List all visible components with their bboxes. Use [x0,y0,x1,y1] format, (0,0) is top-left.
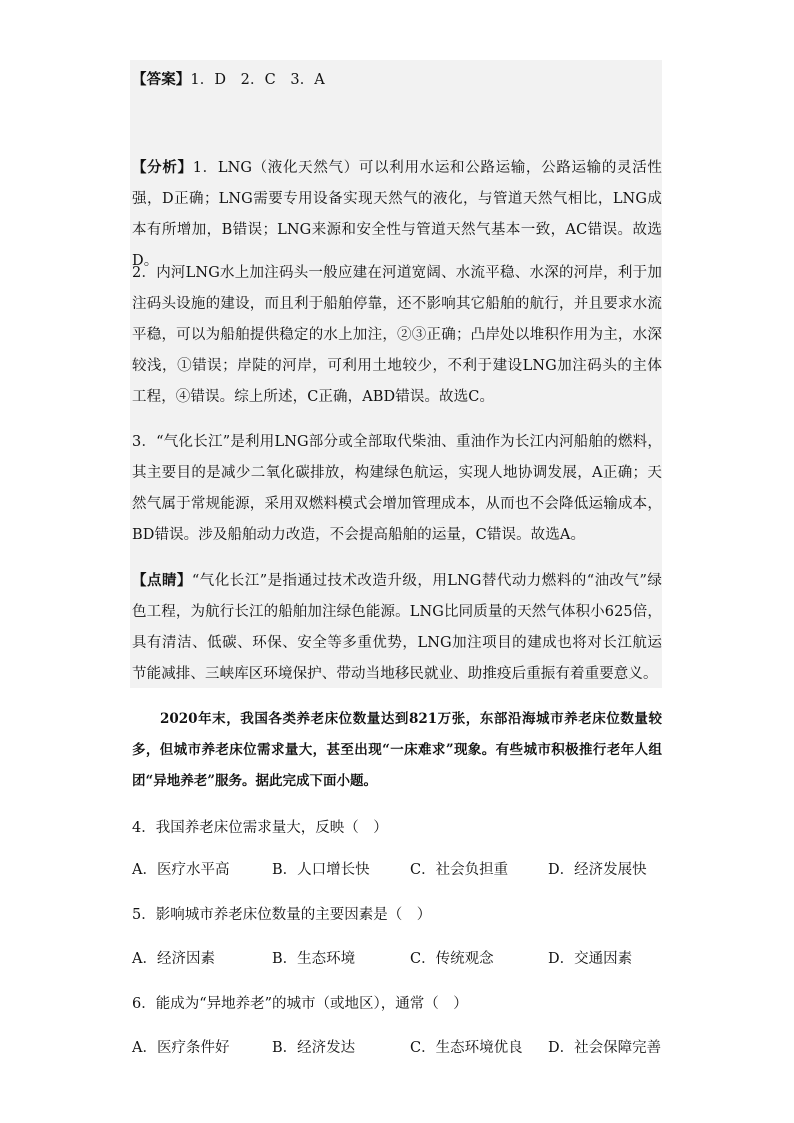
question-intro: 2020年末，我国各类养老床位数量达到821万张，东部沿海城市养老床位数量较多，但城市养老床位需求量大，甚至出现“一床难求”现象。有些城市积极推行老年人组团“异地养老”服务。据此完成下面小题。 [132,711,662,789]
option-b[interactable]: B．人口增长快 [272,862,370,878]
option-d[interactable]: D．交通因素 [548,951,633,967]
option-a[interactable]: A．经济因素 [132,951,215,967]
option-a[interactable]: A．医疗水平高 [132,862,230,878]
option-d[interactable]: D．经济发展快 [548,862,647,878]
analysis-text-1: 1．LNG（液化天然气）可以利用水运和公路运输，公路运输的灵活性强，D正确；LNG需要专用设备实现天然气的液化，与管道天然气相比，LNG成本有所增加，B错误；LNG来源和安全性与管道天然气基本一致，AC错误。故选D。 [132,160,663,269]
tip-paragraph [132,565,662,690]
option-b[interactable]: B．经济发达 [272,1040,356,1056]
answer-text: 1．D 2．C 3．A [190,72,325,88]
option-c[interactable]: C．社会负担重 [410,862,509,878]
question-4-stem: 4．我国养老床位需求量大，反映（ ） [132,820,388,836]
analysis-label: 【分析】 [132,159,193,176]
analysis-paragraph-2: 2．内河LNG水上加注码头一般应建在河道宽阔、水流平稳、水深的河岸，利于加注码头设施的建设，而且利于船舶停靠，还不影响其它船舶的航行，并且要求水流平稳，可以为船舶提供稳定的水上加注，②③正确；凸岸处以堆积作用为主，水深较浅，①错误；岸陡的河岸，可利用土地较少，不利于建设LNG加注码头的主体工程，④错误。综上所述，C正确，ABD错误。故选C。 [132,265,662,405]
answer-line [132,64,662,96]
option-d[interactable]: D．社会保障完善 [548,1040,662,1056]
option-a[interactable]: A．医疗条件好 [132,1040,230,1056]
answer-label: 【答案】 [132,71,191,88]
option-c[interactable]: C．生态环境优良 [410,1040,523,1056]
tip-text: “气化长江”是指通过技术改造升级，用LNG替代动力燃料的“油改气”绿色工程，为航行长江的船舶加注绿色能源。LNG比同质量的天然气体积小625倍，具有清洁、低碳、环保、安全等多重优势，LNG加注项目的建成也将对长江航运节能减排、三峡库区环境保护、带动当地移民就业、助推疫后重振有着重要意义。 [132,573,662,682]
question-5-stem: 5．影响城市养老床位数量的主要因素是（ ） [132,907,432,923]
tip-label: 【点睛】 [132,572,192,589]
analysis-paragraph-3: 3．“气化长江”是利用LNG部分或全部取代柴油、重油作为长江内河船舶的燃料，其主要目的是减少二氧化碳排放，构建绿色航运，实现人地协调发展，A正确；天然气属于常规能源，采用双燃料模式会增加管理成本，从而也不会降低运输成本，BD错误。涉及船舶动力改造，不会提高船舶的运量，C错误。故选A。 [132,434,662,543]
option-b[interactable]: B．生态环境 [272,951,356,967]
question-6-stem: 6．能成为“异地养老”的城市（或地区），通常（ ） [132,996,468,1012]
option-c[interactable]: C．传统观念 [410,951,494,967]
